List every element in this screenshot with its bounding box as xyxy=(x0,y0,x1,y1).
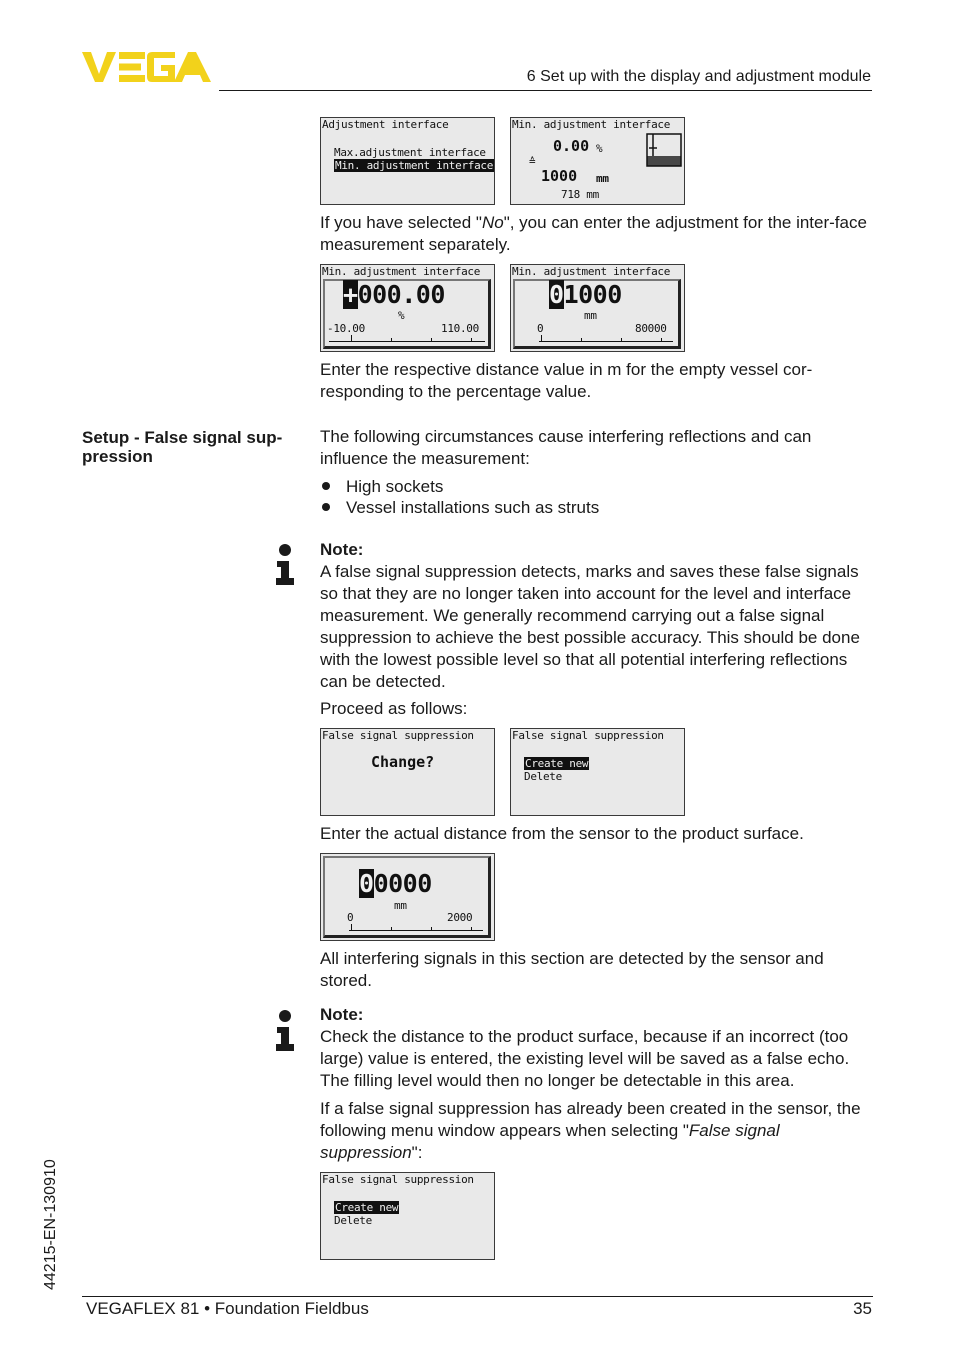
lcd-title: Min. adjustment interface xyxy=(322,265,481,278)
note-label: Note: xyxy=(320,1005,364,1024)
menu-item-delete: Delete xyxy=(524,770,562,783)
percent-unit: % xyxy=(596,142,603,155)
paragraph-interface-separate: If you have selected "No", you can enter the adjustment for the inter-face measurement separately. xyxy=(320,213,867,254)
scale-max: 110.00 xyxy=(441,322,479,335)
distance-unit: mm xyxy=(596,172,609,185)
bullet-item: High sockets xyxy=(320,476,443,498)
entry-scale xyxy=(539,341,673,342)
scale-min: 0 xyxy=(347,911,354,924)
lcd-title: False signal suppression xyxy=(512,729,664,742)
footer-product: VEGAFLEX 81 • Foundation Fieldbus xyxy=(86,1299,369,1318)
lcd-false-signal-menu xyxy=(510,728,685,816)
note-text: Check the distance to the product surface, because if an incorrect (too large) value is entered, the existing level will be saved as a false echo. The filling level would then no longer be detectable in this area. xyxy=(320,1027,850,1090)
vega-logo xyxy=(82,50,212,84)
digit-cursor: 0 xyxy=(359,869,374,898)
note-check-distance xyxy=(320,1004,872,1092)
percent-entry-value: +000.00 xyxy=(343,280,445,309)
scale-max: 80000 xyxy=(635,322,667,335)
menu-item-max-adjustment: Max.adjustment interface xyxy=(334,146,486,159)
lcd-min-adjustment-distance-entry xyxy=(510,264,685,352)
lcd-title: Min. adjustment interface xyxy=(512,118,671,131)
distance-entry-value: 00000 xyxy=(359,869,432,898)
note-text: A false signal suppression detects, marks and saves these false signals so that they are no longer taken into account for the level and interface measurement. We generally recommend carrying out a false signal suppression to achieve the best possible accuracy. This should be done with the lowest possible level so that all potential interfering reflections can be detected. xyxy=(320,562,860,691)
header-divider xyxy=(219,90,872,91)
paragraph-detected-stored: All interfering signals in this section are detected by the sensor and stored. xyxy=(320,949,824,990)
footer-divider xyxy=(82,1296,873,1297)
scale-min: 0 xyxy=(537,322,544,335)
scale-min: -10.00 xyxy=(327,322,365,335)
menu-item-create-new-selected: Create new xyxy=(335,1201,399,1214)
digit-cursor: 0 xyxy=(549,280,564,309)
bullet-dot xyxy=(322,482,330,490)
entry-scale xyxy=(329,341,485,342)
entry-unit: mm xyxy=(394,899,407,912)
lcd-title: False signal suppression xyxy=(322,1173,474,1186)
sign-cursor: + xyxy=(343,280,358,309)
equivalence-sign: ≙ xyxy=(529,155,536,168)
measured-distance: 718 mm xyxy=(561,188,599,201)
scale-max: 2000 xyxy=(447,911,473,924)
change-question: Change? xyxy=(371,753,435,771)
percent-value: 0.00 xyxy=(553,137,590,155)
side-heading-false-signal: Setup - False signal sup-pression xyxy=(82,428,283,466)
paragraph-already-created: If a false signal suppression has already been created in the sensor, the following menu window appears when selecting "False signal suppression": xyxy=(320,1099,861,1162)
lcd-false-signal-change xyxy=(320,728,495,816)
bullet-dot xyxy=(322,503,330,511)
entry-scale xyxy=(349,930,483,931)
distance-entry-value: 01000 xyxy=(549,280,622,309)
scale-marker xyxy=(351,924,352,930)
paragraph-proceed: Proceed as follows: xyxy=(320,699,468,718)
info-note-icon xyxy=(275,544,295,586)
lcd-false-signal-menu-existing xyxy=(320,1172,495,1260)
paragraph-circumstances: The following circumstances cause interfering reflections and can influence the measurement: xyxy=(320,427,812,468)
menu-item-delete: Delete xyxy=(334,1214,372,1227)
page-number: 35 xyxy=(853,1299,872,1318)
lcd-min-adjustment-percent-entry xyxy=(320,264,495,352)
scale-marker xyxy=(351,335,352,341)
document-code: 44215-EN-130910 xyxy=(42,1159,59,1290)
note-label: Note: xyxy=(320,540,364,559)
entry-unit: mm xyxy=(584,309,597,322)
paragraph-empty-vessel: Enter the respective distance value in m for the empty vessel cor-responding to the percentage value. xyxy=(320,360,813,401)
menu-item-create-new-selected: Create new xyxy=(525,757,589,770)
lcd-title: Adjustment interface xyxy=(322,118,449,131)
lcd-title: False signal suppression xyxy=(322,729,474,742)
info-note-icon xyxy=(275,1010,295,1052)
bullet-item: Vessel installations such as struts xyxy=(320,497,599,519)
note-false-signal xyxy=(320,539,872,693)
menu-item-min-adjustment-selected: Min. adjustment interface xyxy=(335,159,494,172)
scale-marker xyxy=(541,335,542,341)
section-title: 6 Set up with the display and adjustment module xyxy=(526,68,871,85)
distance-value: 1000 xyxy=(541,167,578,185)
entry-unit: % xyxy=(398,309,405,322)
lcd-min-adjustment-overview xyxy=(510,117,685,205)
lcd-adjustment-interface-menu xyxy=(320,117,495,205)
lcd-false-signal-distance-entry xyxy=(320,853,495,941)
lcd-title: Min. adjustment interface xyxy=(512,265,671,278)
vessel-icon xyxy=(643,126,685,176)
paragraph-enter-distance: Enter the actual distance from the sensor to the product surface. xyxy=(320,824,804,843)
